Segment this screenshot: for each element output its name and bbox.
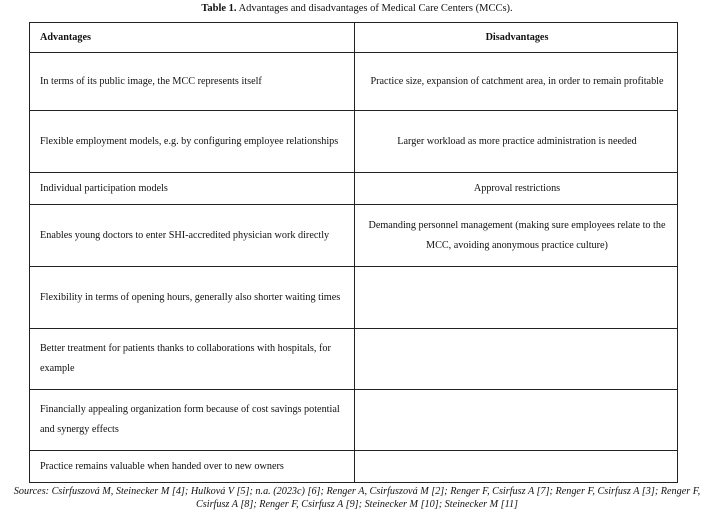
- disadvantage-cell: Approval restrictions: [355, 173, 678, 205]
- advantage-cell: Financially appealing organization form because of cost savings potential and synergy effects: [30, 390, 355, 451]
- table-row: [30, 329, 678, 390]
- advantage-cell: Better treatment for patients thanks to collaborations with hospitals, for example: [30, 329, 355, 390]
- table-row: [30, 205, 678, 267]
- disadvantage-cell: Demanding personnel management (making sure employees relate to the MCC, avoiding anonymous practice culture): [355, 205, 678, 267]
- table-caption: [0, 2, 714, 15]
- table-header-row: [30, 23, 678, 53]
- advantage-cell: Flexibility in terms of opening hours, generally also shorter waiting times: [30, 267, 355, 329]
- table-caption-text: Advantages and disadvantages of Medical Care Centers (MCCs).: [238, 3, 513, 14]
- table-row: [30, 111, 678, 173]
- advantage-cell: In terms of its public image, the MCC represents itself: [30, 53, 355, 111]
- header-advantages: Advantages: [30, 23, 355, 53]
- disadvantage-cell: [355, 451, 678, 483]
- advantage-cell: Individual participation models: [30, 173, 355, 205]
- table-row: [30, 451, 678, 483]
- disadvantage-cell: [355, 329, 678, 390]
- disadvantage-cell: [355, 267, 678, 329]
- table-caption-label: Table 1.: [201, 3, 237, 14]
- disadvantage-cell: Larger workload as more practice administration is needed: [355, 111, 678, 173]
- advantage-cell: Enables young doctors to enter SHI-accredited physician work directly: [30, 205, 355, 267]
- advantage-cell: Practice remains valuable when handed over to new owners: [30, 451, 355, 483]
- disadvantage-cell: [355, 390, 678, 451]
- header-disadvantages: Disadvantages: [355, 23, 678, 53]
- disadvantage-cell: Practice size, expansion of catchment area, in order to remain profitable: [355, 53, 678, 111]
- sources-note: Sources: Csirfuszová M, Steinecker M [4]; Hulková V [5]; n.a. (2023c) [6]; Renger A, Csirfuszová M [2]; Renger F, Csirfusz A [7]; Renger F, Csirfusz A [3]; Renger F, Csirfusz A [8]; Renger F, Csirfusz A [9]; Steinecker M [10]; Steinecker M [11]: [13, 486, 701, 510]
- advantage-cell: Flexible employment models, e.g. by configuring employee relationships: [30, 111, 355, 173]
- table-row: [30, 267, 678, 329]
- advantages-disadvantages-table: [29, 22, 678, 483]
- table-row: [30, 173, 678, 205]
- table-row: [30, 390, 678, 451]
- table-row: [30, 53, 678, 111]
